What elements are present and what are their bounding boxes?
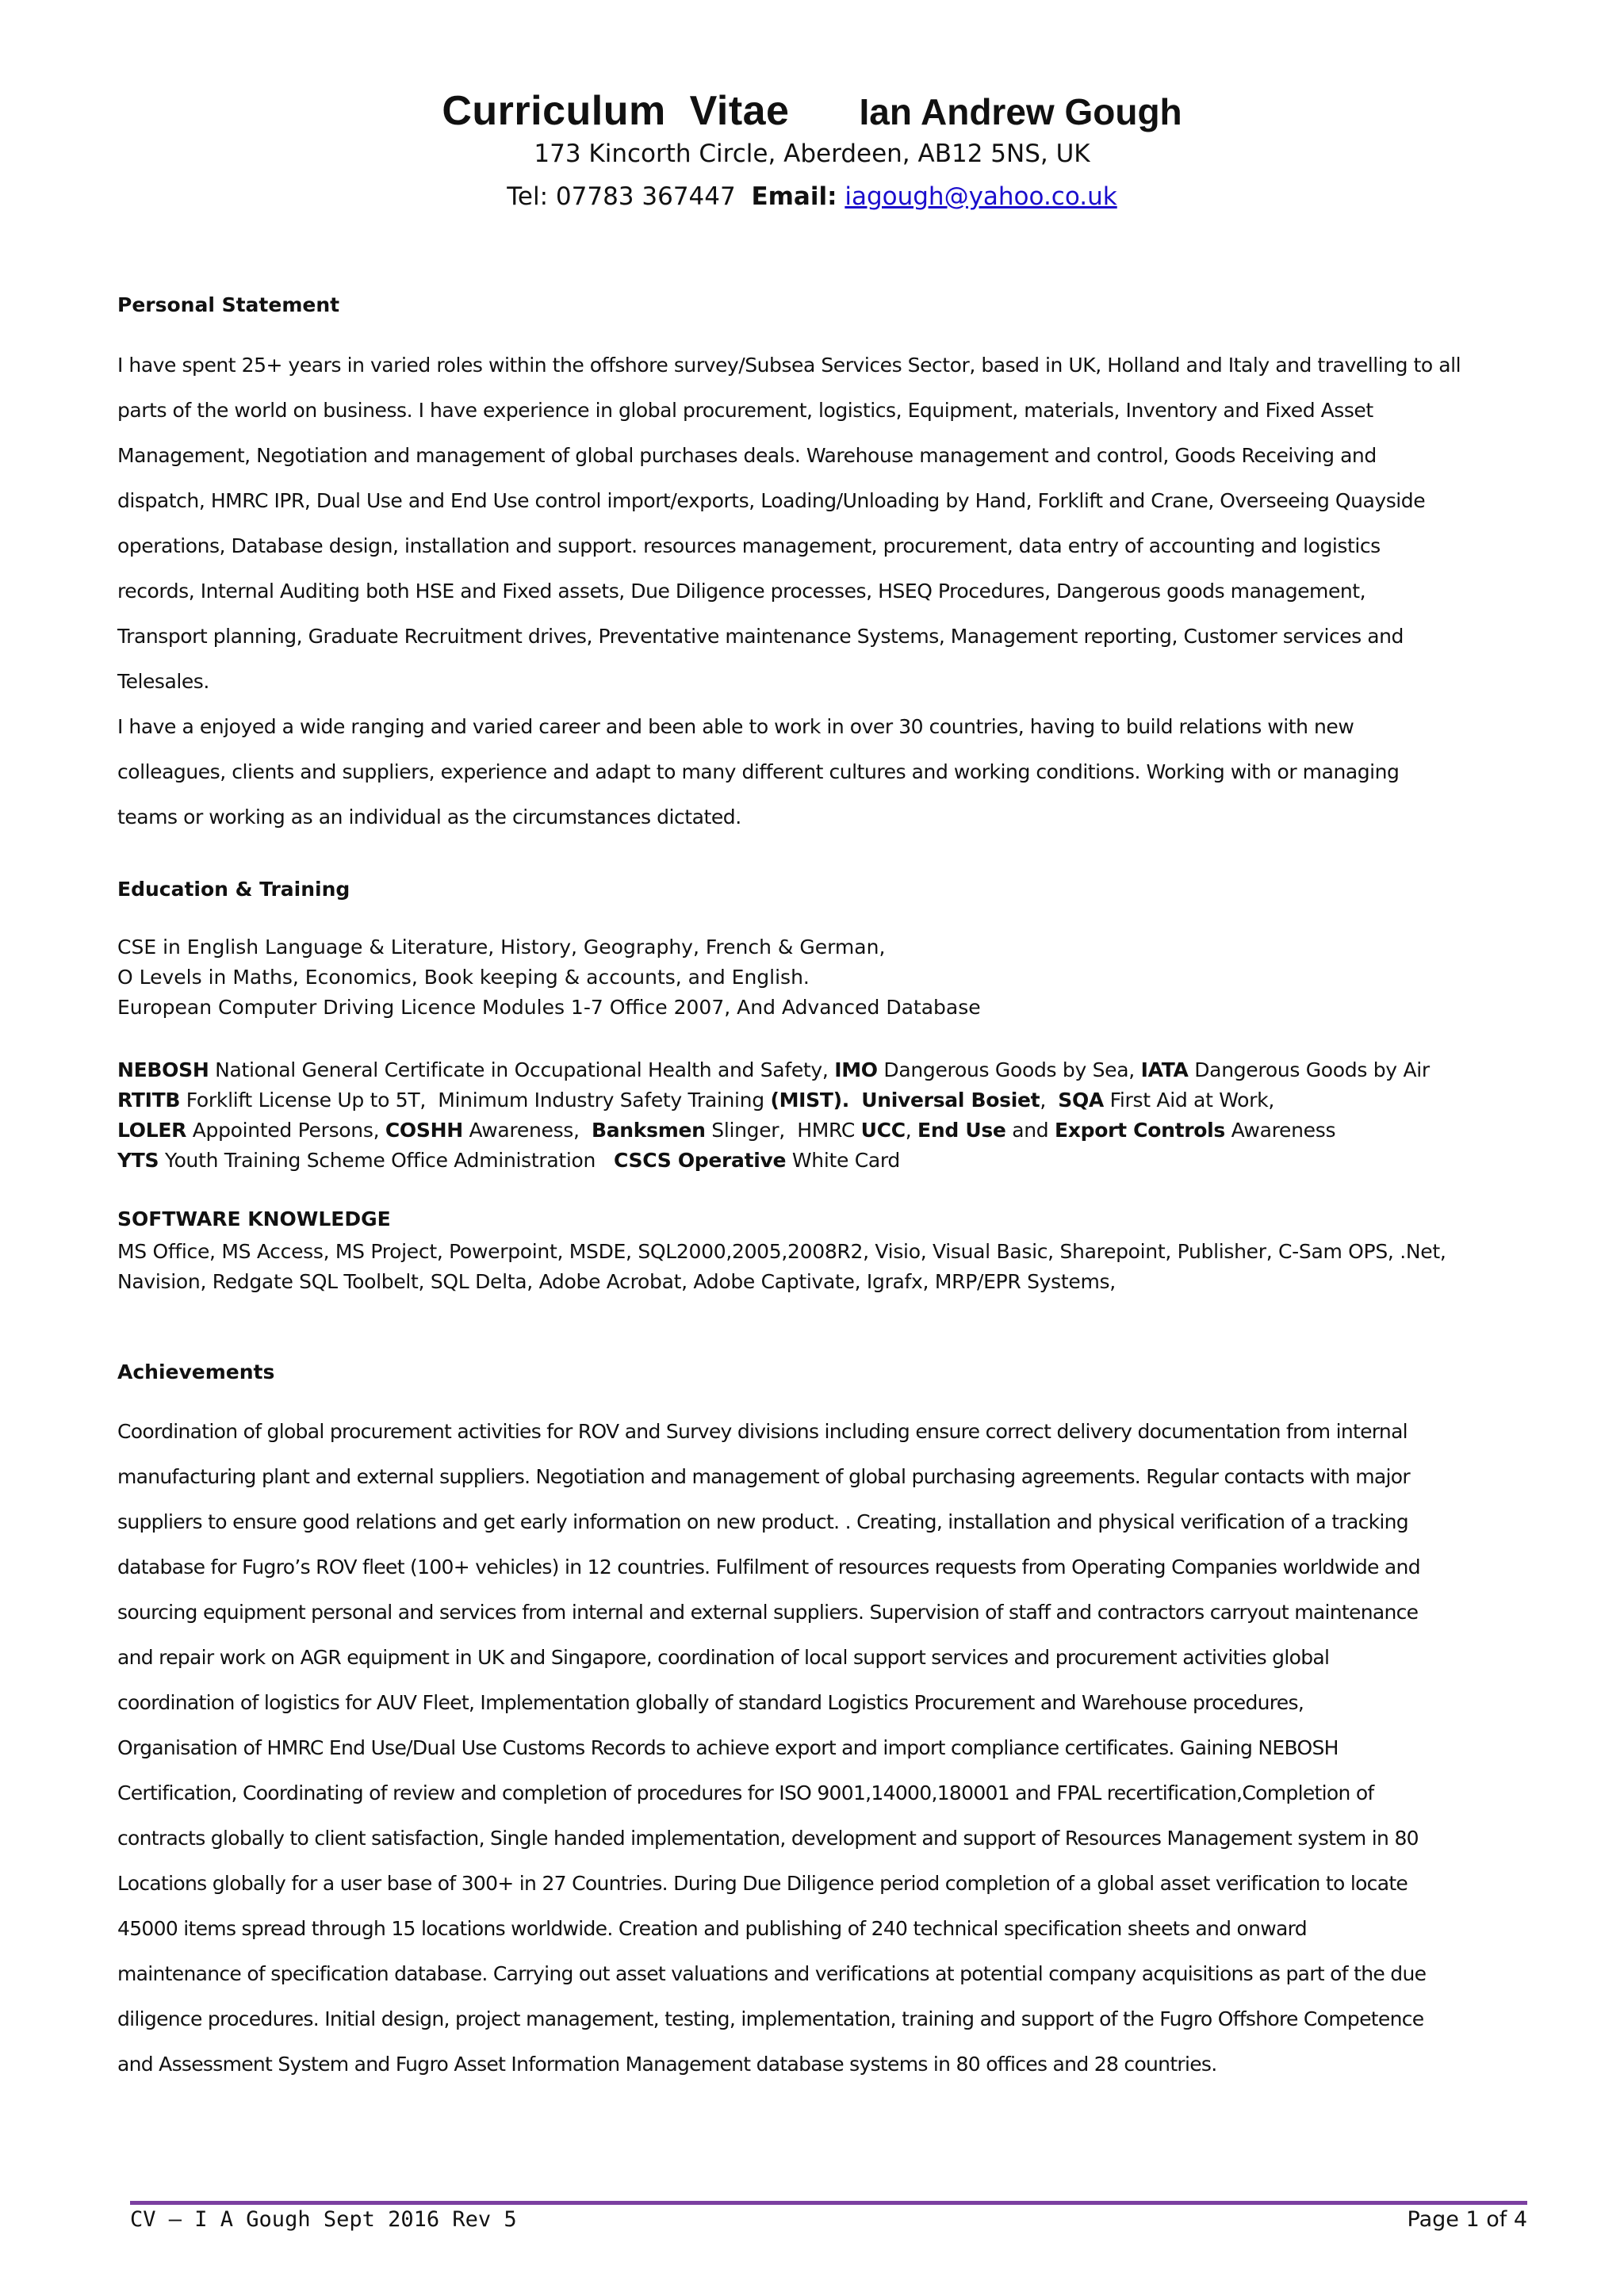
statement-line: I have a enjoyed a wide ranging and varied career and been able to work in over 30 countries, having to build relations with new xyxy=(117,715,1354,738)
achievement-line: database for Fugro’s ROV fleet (100+ vehicles) in 12 countries. Fulfilment of resources requests from Operating Companies worldwide and xyxy=(117,1556,1420,1578)
candidate-name: Ian Andrew Gough xyxy=(859,91,1182,132)
achievement-line: Organisation of HMRC End Use/Dual Use Customs Records to achieve export and import compliance certificates. Gaining NEBOSH xyxy=(117,1736,1339,1759)
achievement-line: Coordination of global procurement activities for ROV and Survey divisions including ensure correct delivery documentation from internal xyxy=(117,1420,1408,1443)
contact-line xyxy=(0,178,1624,216)
statement-line: dispatch, HMRC IPR, Dual Use and End Use control import/exports, Loading/Unloading by Hand, Forklift and Crane, Overseeing Quayside xyxy=(117,489,1426,512)
cert-bosiet: Universal Bosiet xyxy=(861,1089,1040,1112)
cert-rtitb: RTITB xyxy=(117,1089,181,1112)
statement-line: Management, Negotiation and management of global purchases deals. Warehouse management and control, Goods Receiving and xyxy=(117,444,1377,467)
certifications-list xyxy=(117,1055,1507,1176)
statement-line: teams or working as an individual as the circumstances dictated. xyxy=(117,806,741,828)
statement-line: records, Internal Auditing both HSE and Fixed assets, Due Diligence processes, HSEQ Procedures, Dangerous goods management, xyxy=(117,580,1366,603)
personal-statement-heading: Personal Statement xyxy=(117,293,340,316)
software-line: Navision, Redgate SQL Toolbelt, SQL Delta, Adobe Acrobat, Adobe Captivate, Igrafx, MRP/EPR Systems, xyxy=(117,1270,1116,1293)
statement-line: parts of the world on business. I have experience in global procurement, logistics, Equipment, materials, Inventory and Fixed Asset xyxy=(117,399,1373,422)
achievements-heading: Achievements xyxy=(117,1360,275,1383)
achievement-line: maintenance of specification database. Carrying out asset valuations and verifications at potential company acquisitions as part of the due xyxy=(117,1962,1427,1985)
cert-loler: LOLER xyxy=(117,1119,187,1142)
achievement-line: manufacturing plant and external suppliers. Negotiation and management of global purchasing agreements. Regular contacts with major xyxy=(117,1465,1410,1488)
statement-line: I have spent 25+ years in varied roles within the offshore survey/Subsea Services Sector, based in UK, Holland and Italy and travelling to all xyxy=(117,354,1461,377)
education-line: European Computer Driving Licence Modules 1-7 Office 2007, And Advanced Database xyxy=(117,996,981,1019)
cert-nebosh: NEBOSH xyxy=(117,1058,209,1081)
personal-statement-body xyxy=(117,342,1507,840)
document-title: Curriculum Vitae xyxy=(442,88,790,134)
achievements-body xyxy=(117,1409,1507,2087)
achievement-line: contracts globally to client satisfaction, Single handed implementation, development and support of Resources Management system in 80 xyxy=(117,1827,1419,1850)
achievement-line: 45000 items spread through 15 locations worldwide. Creation and publishing of 240 technical specification sheets and onward xyxy=(117,1917,1307,1940)
achievement-line: suppliers to ensure good relations and get early information on new product. . Creating, installation and physical verification of a tracking xyxy=(117,1510,1408,1533)
cert-line-2: RTITB Forklift License Up to 5T, Minimum Industry Safety Training (MIST). Universal Bosiet, SQA First Aid at Work, xyxy=(117,1089,1274,1112)
achievement-line: sourcing equipment personal and services from internal and external suppliers. Supervision of staff and contractors carryout maintenance xyxy=(117,1601,1419,1624)
footer-document-ref: CV – I A Gough Sept 2016 Rev 5 xyxy=(130,2207,517,2232)
footer-rule xyxy=(130,2201,1527,2205)
statement-line: operations, Database design, installation and support. resources management, procurement, data entry of accounting and logistics xyxy=(117,534,1381,557)
cert-cscs: CSCS Operative xyxy=(613,1149,787,1172)
address: 173 Kincorth Circle, Aberdeen, AB12 5NS, UK xyxy=(534,140,1090,168)
cert-sqa: SQA xyxy=(1058,1089,1104,1112)
cert-line-3: LOLER Appointed Persons, COSHH Awareness, Banksmen Slinger, HMRC UCC, End Use and Export Controls Awareness xyxy=(117,1119,1336,1142)
cert-end-use: End Use xyxy=(917,1119,1006,1142)
achievement-line: and Assessment System and Fugro Asset Information Management database systems in 80 offices and 28 countries. xyxy=(117,2053,1217,2076)
education-list xyxy=(117,932,1507,1023)
cert-ucc: UCC xyxy=(860,1119,906,1142)
cert-line-1: NEBOSH National General Certificate in Occupational Health and Safety, IMO Dangerous Goods by Sea, IATA Dangerous Goods by Air xyxy=(117,1058,1430,1081)
achievement-line: coordination of logistics for AUV Fleet, Implementation globally of standard Logistics Procurement and Warehouse procedures, xyxy=(117,1691,1304,1714)
email-link[interactable]: iagough@yahoo.co.uk xyxy=(845,182,1117,211)
cert-line-4: YTS Youth Training Scheme Office Administration CSCS Operative White Card xyxy=(117,1149,900,1172)
software-line: MS Office, MS Access, MS Project, Powerpoint, MSDE, SQL2000,2005,2008R2, Visio, Visual Basic, Sharepoint, Publisher, C-Sam OPS, .Net, xyxy=(117,1240,1446,1263)
cert-iata: IATA xyxy=(1140,1058,1189,1081)
education-heading: Education & Training xyxy=(117,878,350,901)
statement-line: Telesales. xyxy=(117,670,209,693)
achievement-line: Locations globally for a user base of 300+ in 27 Countries. During Due Diligence period completion of a global asset verification to locate xyxy=(117,1872,1408,1895)
cert-yts: YTS xyxy=(117,1149,159,1172)
telephone: Tel: 07783 367447 xyxy=(507,182,736,211)
cert-coshh: COSHH xyxy=(385,1119,463,1142)
cert-mist: (MIST). xyxy=(770,1089,849,1112)
education-line: O Levels in Maths, Economics, Book keeping & accounts, and English. xyxy=(117,966,810,989)
software-list xyxy=(117,1237,1507,1297)
statement-line: colleagues, clients and suppliers, experience and adapt to many different cultures and working conditions. Working with or managing xyxy=(117,760,1400,783)
achievement-line: and repair work on AGR equipment in UK and Singapore, coordination of local support services and procurement activities global xyxy=(117,1646,1330,1669)
cert-banksmen: Banksmen xyxy=(591,1119,706,1142)
cert-imo: IMO xyxy=(834,1058,878,1081)
email-label: Email: xyxy=(751,182,837,211)
footer-page-number: Page 1 of 4 xyxy=(1407,2207,1527,2232)
statement-line: Transport planning, Graduate Recruitment drives, Preventative maintenance Systems, Management reporting, Customer services and xyxy=(117,625,1404,648)
cert-export-controls: Export Controls xyxy=(1055,1119,1225,1142)
achievement-line: Certification, Coordinating of review and completion of procedures for ISO 9001,14000,180001 and FPAL recertification,Completion of xyxy=(117,1781,1374,1804)
education-line: CSE in English Language & Literature, History, Geography, French & German, xyxy=(117,936,886,959)
achievement-line: diligence procedures. Initial design, project management, testing, implementation, training and support of the Fugro Offshore Competence xyxy=(117,2007,1424,2030)
software-heading: SOFTWARE KNOWLEDGE xyxy=(117,1207,391,1230)
